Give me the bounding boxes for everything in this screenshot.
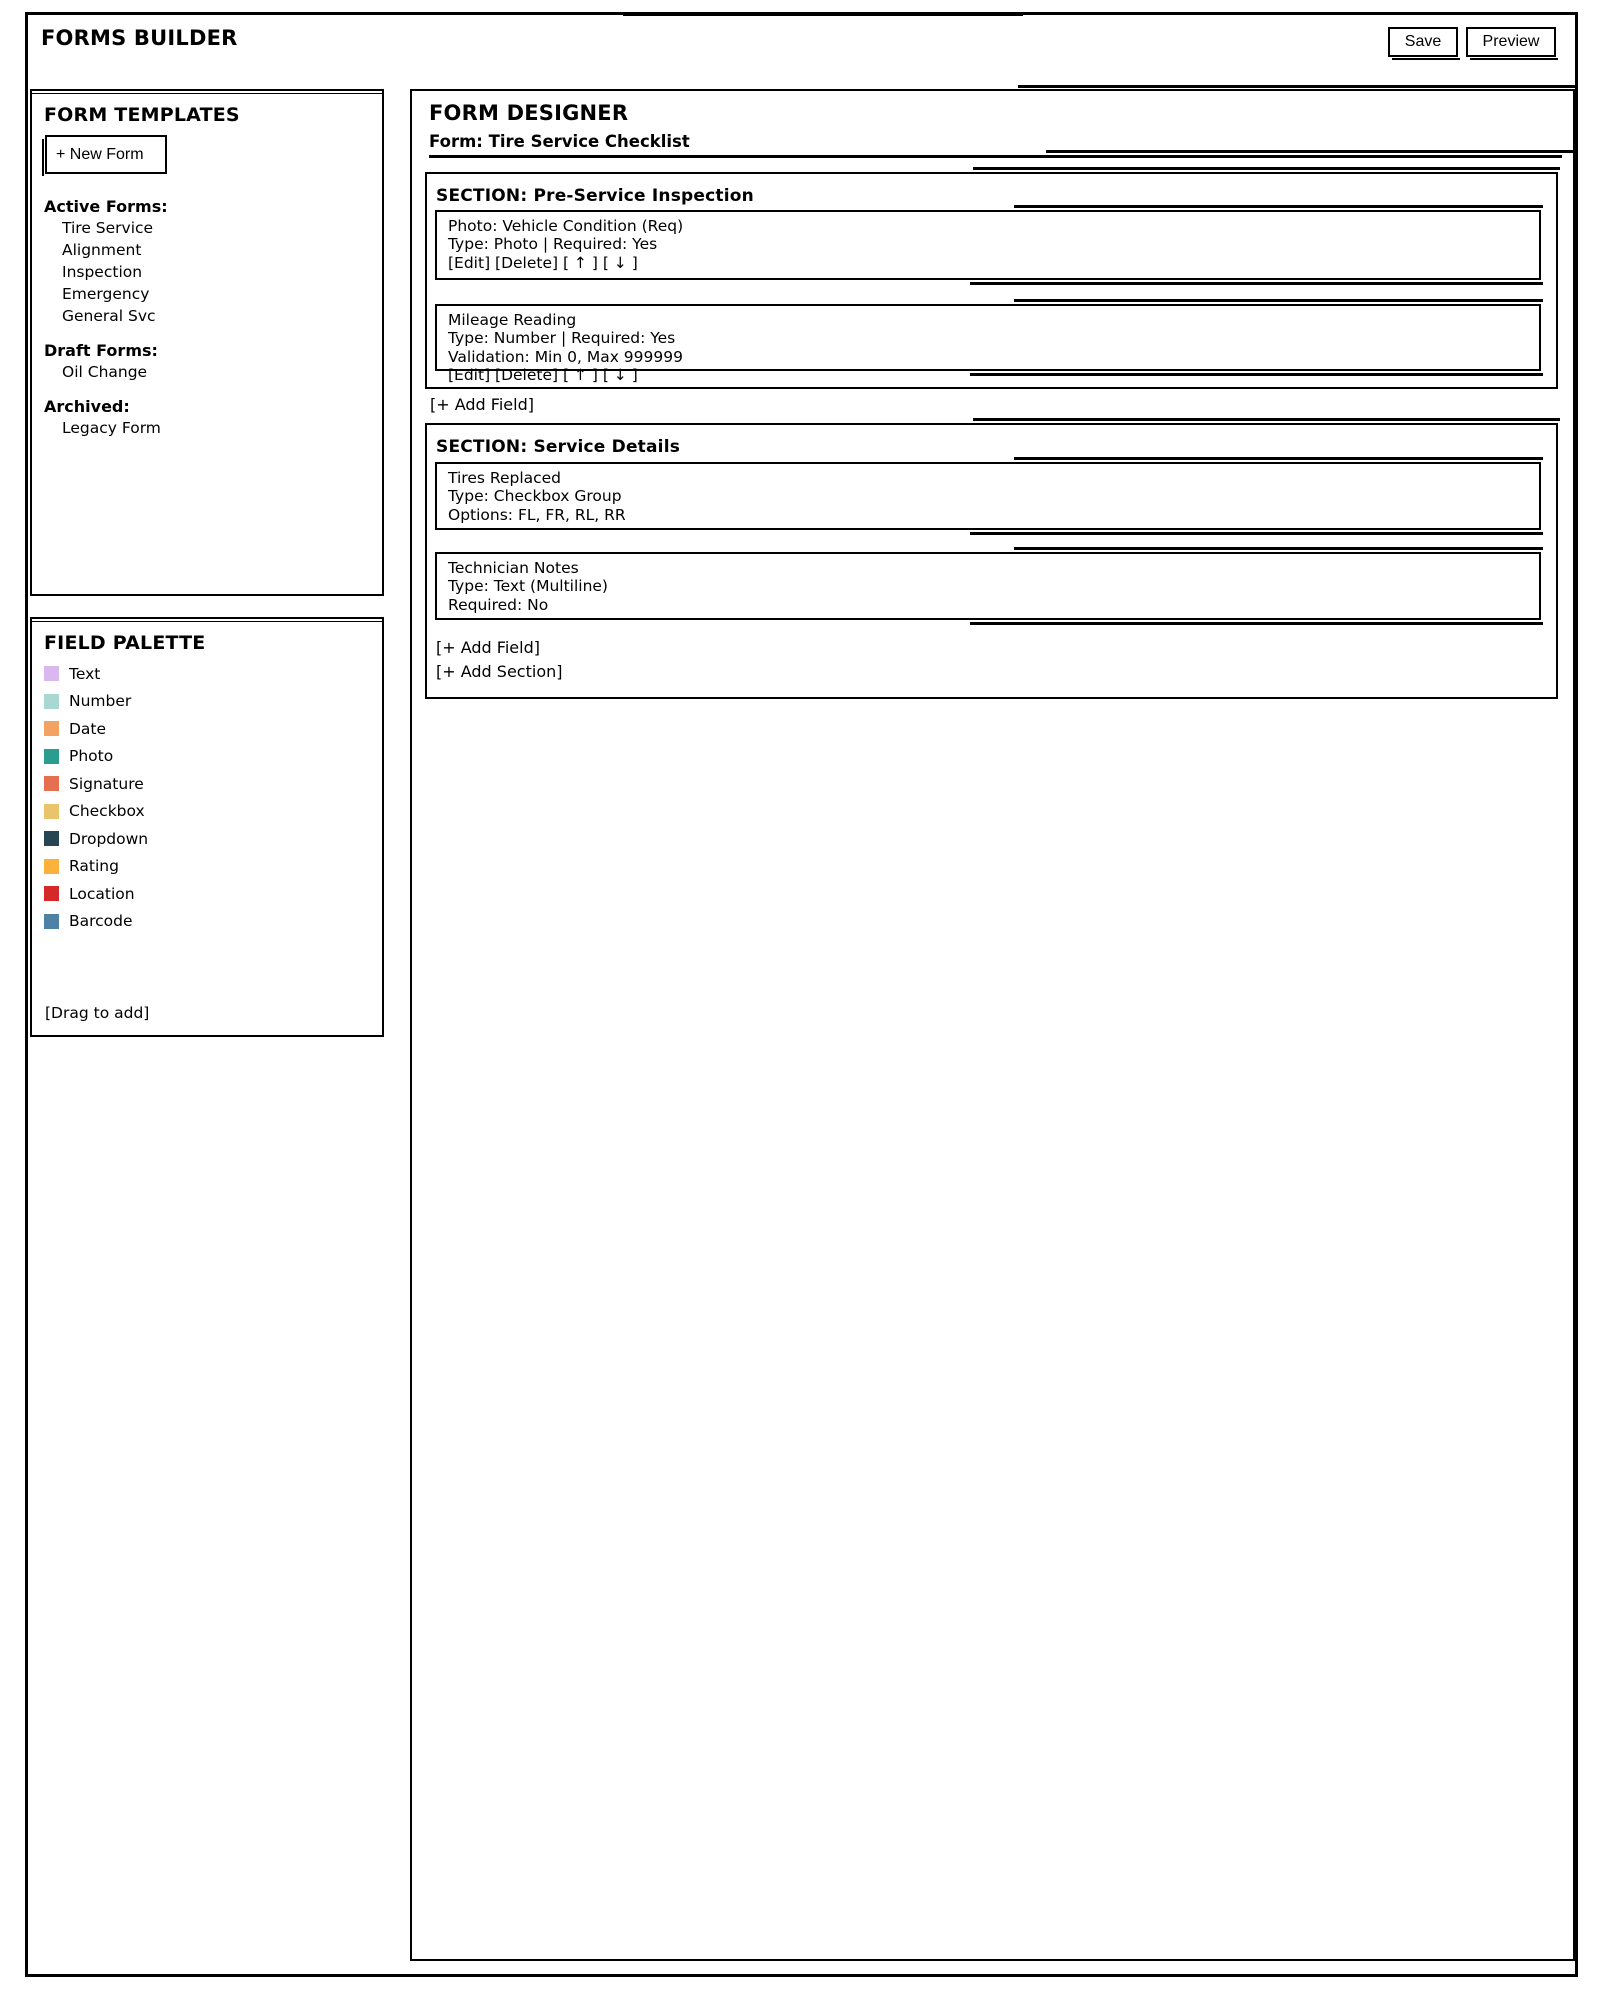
palette-item-label: Text bbox=[69, 664, 101, 683]
text-field-swatch-icon bbox=[44, 666, 59, 681]
archived-forms-group bbox=[44, 397, 370, 439]
field-card-vehicle-condition[interactable] bbox=[435, 210, 1541, 280]
draft-forms-label: Draft Forms: bbox=[44, 341, 158, 360]
field-required-line: Required: No bbox=[448, 595, 549, 614]
archived-forms-label: Archived: bbox=[44, 397, 130, 416]
form-title-underline bbox=[429, 155, 1562, 158]
form-item-alignment[interactable]: Alignment bbox=[62, 241, 142, 259]
form-templates-title: FORM TEMPLATES bbox=[44, 104, 240, 126]
save-button[interactable]: Save bbox=[1388, 27, 1458, 57]
new-form-button[interactable]: + New Form bbox=[45, 135, 167, 174]
field-type-line: Type: Photo | Required: Yes bbox=[448, 235, 658, 254]
field-type-line: Type: Checkbox Group bbox=[448, 487, 622, 506]
dropdown-field-swatch-icon bbox=[44, 831, 59, 846]
palette-item-label: Number bbox=[69, 692, 132, 711]
palette-item-signature[interactable] bbox=[44, 770, 370, 798]
form-item-emergency[interactable]: Emergency bbox=[62, 285, 150, 303]
palette-item-photo[interactable] bbox=[44, 743, 370, 771]
field-name-line: Mileage Reading bbox=[448, 311, 577, 329]
field-name-line: Photo: Vehicle Condition (Req) bbox=[448, 217, 684, 235]
add-field-button[interactable]: [+ Add Field] bbox=[436, 638, 540, 657]
active-forms-group bbox=[44, 197, 370, 327]
form-item-general-svc[interactable]: General Svc bbox=[62, 307, 156, 325]
field-actions-line[interactable]: [Edit] [Delete] [ ↑ ] [ ↓ ] bbox=[448, 366, 638, 385]
section-title: SECTION: Pre-Service Inspection bbox=[436, 186, 754, 206]
section-service-details bbox=[425, 423, 1558, 699]
palette-item-label: Barcode bbox=[69, 912, 133, 931]
palette-item-rating[interactable] bbox=[44, 853, 370, 881]
add-field-button[interactable]: [+ Add Field] bbox=[430, 395, 534, 414]
field-name-line: Tires Replaced bbox=[448, 469, 562, 487]
palette-list bbox=[44, 660, 370, 935]
palette-item-label: Date bbox=[69, 719, 107, 738]
rating-field-swatch-icon bbox=[44, 859, 59, 874]
signature-field-swatch-icon bbox=[44, 776, 59, 791]
palette-item-label: Dropdown bbox=[69, 829, 149, 848]
field-palette-panel bbox=[30, 617, 384, 1037]
form-item-tire-service[interactable]: Tire Service bbox=[62, 219, 154, 237]
palette-item-label: Photo bbox=[69, 747, 114, 766]
palette-item-barcode[interactable] bbox=[44, 908, 370, 936]
palette-item-number[interactable] bbox=[44, 688, 370, 716]
form-templates-panel bbox=[30, 89, 384, 596]
form-designer-panel bbox=[410, 89, 1575, 1961]
palette-item-label: Location bbox=[69, 884, 135, 903]
palette-item-text[interactable] bbox=[44, 660, 370, 688]
number-field-swatch-icon bbox=[44, 694, 59, 709]
field-card-tires-replaced[interactable] bbox=[435, 462, 1541, 530]
field-validation-line: Validation: Min 0, Max 999999 bbox=[448, 347, 683, 366]
add-section-button[interactable]: [+ Add Section] bbox=[436, 662, 563, 681]
photo-field-swatch-icon bbox=[44, 749, 59, 764]
field-options-line: Options: FL, FR, RL, RR bbox=[448, 505, 626, 524]
checkbox-field-swatch-icon bbox=[44, 804, 59, 819]
palette-item-label: Checkbox bbox=[69, 802, 145, 821]
palette-item-label: Signature bbox=[69, 774, 144, 793]
preview-button[interactable]: Preview bbox=[1466, 27, 1556, 57]
form-item-inspection[interactable]: Inspection bbox=[62, 263, 143, 281]
palette-item-date[interactable] bbox=[44, 715, 370, 743]
active-forms-label: Active Forms: bbox=[44, 197, 168, 216]
field-name-line: Technician Notes bbox=[448, 559, 579, 577]
barcode-field-swatch-icon bbox=[44, 914, 59, 929]
current-form-label: Form: Tire Service Checklist bbox=[429, 132, 690, 151]
field-card-technician-notes[interactable] bbox=[435, 552, 1541, 620]
field-type-line: Type: Text (Multiline) bbox=[448, 577, 608, 596]
section-pre-service-inspection bbox=[425, 172, 1558, 389]
palette-item-label: Rating bbox=[69, 857, 119, 876]
palette-item-checkbox[interactable] bbox=[44, 798, 370, 826]
form-item-legacy-form[interactable]: Legacy Form bbox=[62, 419, 161, 437]
draft-forms-group bbox=[44, 341, 370, 383]
field-actions-line[interactable]: [Edit] [Delete] [ ↑ ] [ ↓ ] bbox=[448, 253, 638, 272]
palette-item-location[interactable] bbox=[44, 880, 370, 908]
field-type-line: Type: Number | Required: Yes bbox=[448, 329, 676, 348]
form-item-oil-change[interactable]: Oil Change bbox=[62, 363, 148, 381]
section-title: SECTION: Service Details bbox=[436, 437, 681, 457]
app-title: FORMS BUILDER bbox=[41, 26, 238, 50]
palette-item-dropdown[interactable] bbox=[44, 825, 370, 853]
drag-to-add-hint: [Drag to add] bbox=[45, 1004, 150, 1022]
date-field-swatch-icon bbox=[44, 721, 59, 736]
form-designer-title: FORM DESIGNER bbox=[429, 101, 629, 125]
field-palette-title: FIELD PALETTE bbox=[44, 632, 206, 654]
location-field-swatch-icon bbox=[44, 886, 59, 901]
field-card-mileage-reading[interactable] bbox=[435, 304, 1541, 385]
